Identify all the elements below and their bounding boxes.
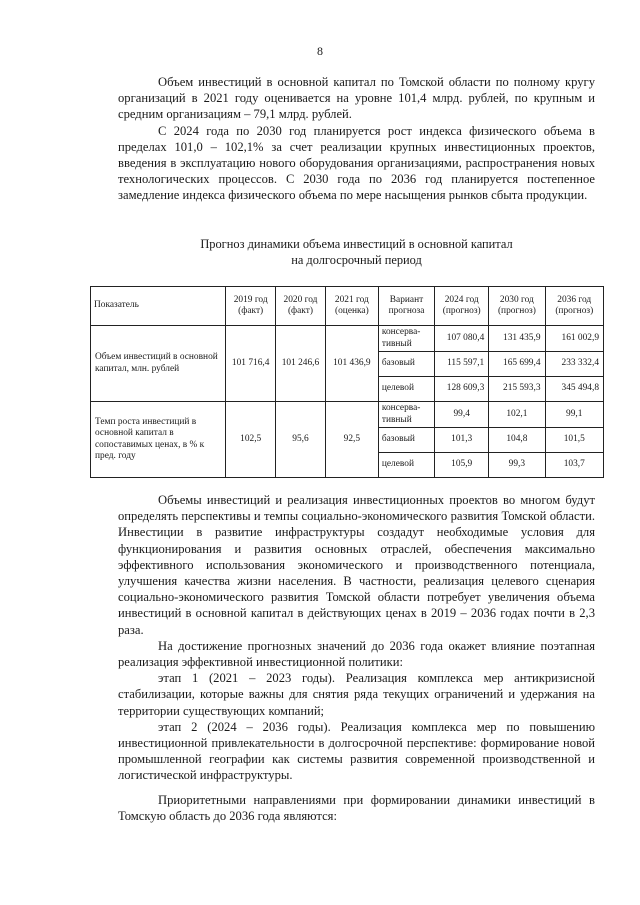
- value-2021: 101 436,9: [325, 326, 378, 402]
- body-text: [118, 492, 595, 824]
- value-2036: 345 494,8: [545, 377, 603, 402]
- variant-cell: целевой: [378, 377, 434, 402]
- header-2020: 2020 год (факт): [276, 287, 326, 326]
- paragraph: Приоритетными направлениями при формировании динамики инвестиций в Томскую область до 2036 года являются:: [118, 792, 595, 823]
- variant-cell: консерва-тивный: [378, 402, 434, 428]
- header-2030: 2030 год (прогноз): [489, 287, 545, 326]
- variant-cell: консерва-тивный: [378, 326, 434, 352]
- value-2024: 101,3: [435, 428, 489, 453]
- value-2021: 92,5: [325, 402, 378, 478]
- value-2024: 105,9: [435, 453, 489, 478]
- value-2020: 101 246,6: [276, 326, 326, 402]
- header-2036: 2036 год (прогноз): [545, 287, 603, 326]
- paragraph: этап 2 (2024 – 2036 годы). Реализация комплекса мер по повышению инвестиционной привлекательности в долгосрочной перспективе: формирование новой промышленной географии как системы развития современной производственной и логистической инфраструктуры.: [118, 719, 595, 783]
- value-2030: 102,1: [489, 402, 545, 428]
- value-2024: 115 597,1: [435, 352, 489, 377]
- value-2019: 101 716,4: [226, 326, 276, 402]
- forecast-table: [90, 286, 604, 478]
- variant-cell: базовый: [378, 352, 434, 377]
- value-2036: 103,7: [545, 453, 603, 478]
- value-2030: 165 699,4: [489, 352, 545, 377]
- caption-line: на долгосрочный период: [291, 253, 422, 267]
- table-row: [91, 402, 604, 428]
- table-row: [91, 326, 604, 352]
- intro-text: [118, 74, 595, 204]
- value-2019: 102,5: [226, 402, 276, 478]
- value-2020: 95,6: [276, 402, 326, 478]
- paragraph: этап 1 (2021 – 2023 годы). Реализация комплекса мер антикризисной стабилизации, которые важны для снятия ряда текущих ограничений и удержания на территории существующих компаний;: [118, 671, 595, 718]
- value-2036: 101,5: [545, 428, 603, 453]
- header-2019: 2019 год (факт): [226, 287, 276, 326]
- value-2024: 107 080,4: [435, 326, 489, 352]
- paragraph: С 2024 года по 2030 год планируется рост индекса физического объема в пределах 101,0 – 102,1% за счет реализации крупных инвестиционных проектов, введения в эксплуатацию нового оборудования организациями, распространения новых технологических процессов. С 2030 года по 2036 год планируется постепенное замедление индекса физического объема по мере насыщения рынков сбыта продукции.: [118, 123, 595, 203]
- value-2024: 128 609,3: [435, 377, 489, 402]
- paragraph: На достижение прогнозных значений до 2036 года окажет влияние поэтапная реализация эффективной инвестиционной политики:: [118, 638, 595, 670]
- header-variant: Вариант прогноза: [378, 287, 434, 326]
- paragraph: Объем инвестиций в основной капитал по Томской области по полному кругу организаций в 2021 году оценивается на уровне 101,4 млрд. рублей, по крупным и средним организациям – 79,1 млрд. рублей.: [118, 75, 595, 122]
- indicator-cell: Объем инвестиций в основной капитал, млн. рублей: [91, 326, 226, 402]
- value-2036: 233 332,4: [545, 352, 603, 377]
- page-number: 8: [317, 44, 323, 58]
- table-caption: [118, 236, 595, 268]
- paragraph: Объемы инвестиций и реализация инвестиционных проектов во многом будут определять перспективы и темпы социально-экономического развития Томской области. Инвестиции в развитие инфраструктуры создадут необходимые условия для функционирования и развития основных отраслей, обеспечения максимально эффективного использования экономического и производственного потенциала, улучшения качества жизни населения. В частности, реализация целевого сценария социально-экономического развития Томской области потребует увеличения объема инвестиций в основной капитал в действующих ценах в 2019 – 2036 годах почти в 2,3 раза.: [118, 493, 595, 637]
- value-2036: 161 002,9: [545, 326, 603, 352]
- value-2030: 215 593,3: [489, 377, 545, 402]
- header-indicator: Показатель: [91, 287, 226, 326]
- variant-cell: целевой: [378, 453, 434, 478]
- value-2036: 99,1: [545, 402, 603, 428]
- header-2024: 2024 год (прогноз): [435, 287, 489, 326]
- caption-line: Прогноз динамики объема инвестиций в основной капитал: [200, 237, 513, 251]
- value-2030: 104,8: [489, 428, 545, 453]
- table-header-row: [91, 287, 604, 326]
- value-2030: 99,3: [489, 453, 545, 478]
- header-2021: 2021 год (оценка): [325, 287, 378, 326]
- value-2024: 99,4: [435, 402, 489, 428]
- indicator-cell: Темп роста инвестиций в основной капитал в сопоставимых ценах, в % к пред. году: [91, 402, 226, 478]
- value-2030: 131 435,9: [489, 326, 545, 352]
- variant-cell: базовый: [378, 428, 434, 453]
